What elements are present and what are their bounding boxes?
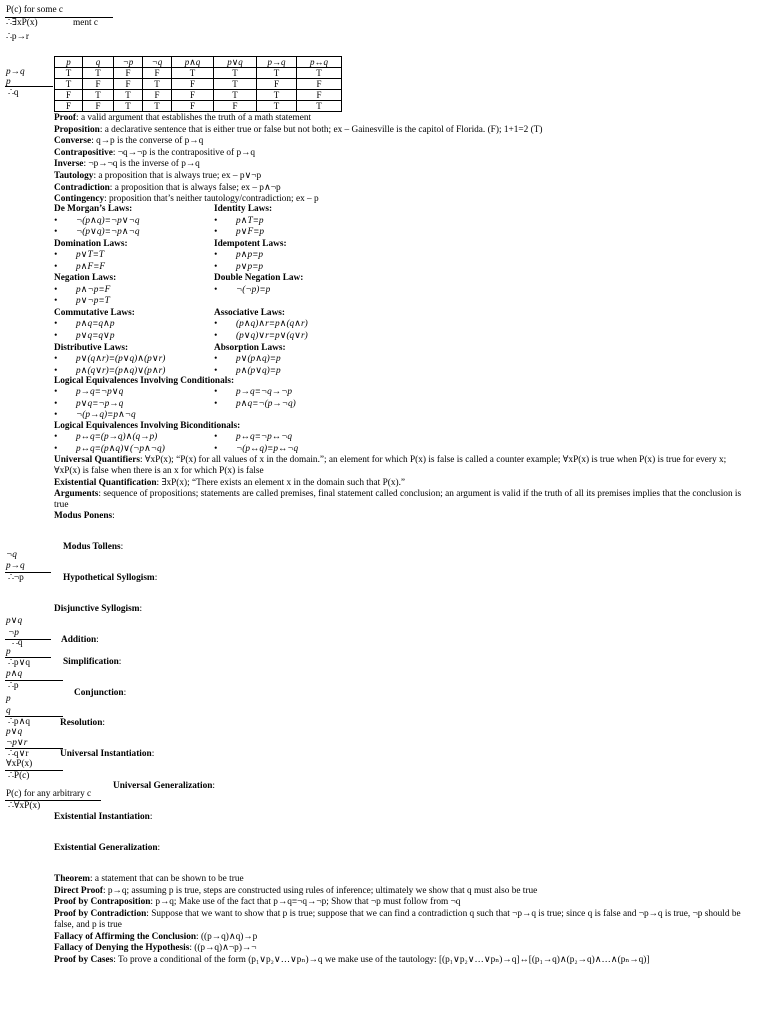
table-cell: F [83, 101, 114, 112]
ds-premise-1: p∨q [6, 616, 23, 626]
definition-proposition [54, 125, 714, 137]
list-item: • p∨q≡¬p→q [54, 398, 124, 409]
table-cell: T [172, 68, 214, 79]
proof-direct: Direct Proof: p→q; assuming p is true, steps are constructed using rules of inference; ultimately we show that q must also be true [54, 885, 538, 896]
rs-premise-1: p∨q [6, 727, 23, 737]
mp-conclusion: ∴q [8, 88, 19, 98]
rule-universal-generalization: Universal Generalization: [113, 781, 216, 791]
list-item: • p∨q≡q∨p [54, 331, 115, 342]
mp-rule [5, 86, 53, 87]
mp-premise-1: p→q [6, 67, 25, 77]
mt-conclusion: ∴¬p [8, 573, 24, 583]
truth-table [54, 56, 342, 112]
table-cell: T [143, 79, 172, 90]
law-heading: De Morgan’s Laws: [54, 204, 133, 214]
frag-line-2: ∴∃xP(x) [6, 18, 38, 28]
table-cell: T [143, 101, 172, 112]
list-item: • p∧q≡q∧p [54, 319, 115, 330]
definition-term: Converse [54, 136, 92, 147]
law-heading: Double Negation Law: [214, 273, 304, 284]
list-item: • p∧¬p≡F [54, 284, 111, 295]
table-cell: F [55, 90, 83, 101]
rule-existential-generalization: Existential Generalization: [54, 843, 161, 853]
rule-conjunction: Conjunction: [74, 688, 127, 698]
th-p: p [55, 57, 83, 68]
list-item: • p↔q≡¬p↔¬q [214, 432, 293, 442]
th-not-q: ¬q [143, 57, 172, 68]
th-and: p∧q [172, 57, 214, 68]
table-cell: T [114, 101, 143, 112]
table-cell: T [257, 90, 297, 101]
table-cell: F [214, 101, 257, 112]
th-not-p: ¬p [114, 57, 143, 68]
rule-addition: Addition: [61, 635, 99, 645]
list-item: • p∧(p∨q)≡p [214, 365, 281, 376]
mp-premise-2: p [6, 77, 11, 87]
proof-contradiction: Proof by Contradiction: Suppose that we want to show that p is true; suppose that we can find a contradiction q such that ¬p→q is true; since q is false and ¬p→q is true, ¬p should be [54, 908, 741, 919]
table-cell: T [257, 68, 297, 79]
biconditionals-heading: Logical Equivalences Involving Biconditionals: [54, 421, 241, 431]
definition-text: : a proposition that is always true; ex – p∨¬p [93, 170, 262, 181]
law-heading: Distributive Laws: [54, 342, 129, 353]
mt-premise-1: ¬q [6, 550, 17, 560]
table-row [55, 90, 342, 101]
arguments-line-2: true [54, 500, 69, 510]
table-cell: T [297, 101, 342, 112]
truth-table-header [55, 57, 342, 68]
cj-premise-2: q [6, 706, 11, 716]
table-cell: F [114, 68, 143, 79]
table-cell: F [143, 68, 172, 79]
ds-conclusion: ∴q [12, 638, 23, 648]
th-iff: p↔q [297, 57, 342, 68]
definition-term: Tautology [54, 170, 94, 181]
list-item: • p↔q≡(p∧q)∨(¬p∧¬q) [54, 443, 165, 454]
table-cell: F [257, 79, 297, 90]
rs-conclusion: ∴q∨r [8, 749, 29, 759]
definition-text: : q→p is the converse of p→q [91, 136, 204, 147]
list-item: • p∨F≡p [214, 227, 265, 238]
list-item: • p∨p≡p [214, 261, 264, 272]
table-cell: T [214, 79, 257, 90]
list-item: • ¬(p↔q)≡p↔¬q [214, 443, 299, 454]
rule-disjunctive-syllogism: Disjunctive Syllogism: [54, 604, 143, 614]
list-item: • p∧T≡p [214, 215, 264, 226]
rule-resolution: Resolution: [60, 718, 105, 728]
table-cell: F [143, 90, 172, 101]
definition-term: Inverse [54, 159, 84, 170]
table-cell: F [114, 79, 143, 90]
table-cell: F [172, 101, 214, 112]
rule-universal-instantiation: Universal Instantiation: [60, 749, 155, 759]
frag-line-1: P(c) for some c [6, 5, 64, 15]
cj-premise-1: p [6, 694, 11, 704]
list-item: • ¬(¬p)≡p [214, 284, 271, 295]
table-cell: T [214, 68, 257, 79]
list-item: • p→q≡¬p∨q [54, 387, 124, 397]
table-row [55, 101, 342, 112]
law-heading: Identity Laws: [214, 204, 273, 214]
rule-simplification: Simplification: [63, 657, 122, 667]
definition-inverse [54, 159, 714, 171]
table-cell: T [83, 90, 114, 101]
table-cell: T [214, 90, 257, 101]
table-cell: T [83, 68, 114, 79]
conditionals-right [214, 387, 374, 410]
definition-text: : proposition that’s neither tautology/contradiction; ex – p [104, 194, 319, 205]
definition-converse [54, 136, 714, 148]
list-item: • p∧F≡F [54, 261, 106, 272]
rs-premise-2: ¬p∨r [6, 738, 28, 748]
definition-term: Contradiction [54, 182, 110, 193]
th-implies: p→q [257, 57, 297, 68]
definition-tautology [54, 171, 714, 183]
list-item: • ¬(p∨q)≡¬p∧¬q [54, 227, 140, 238]
definition-term: Proposition [54, 124, 100, 135]
arguments-line: Arguments: sequence of propositions; statements are called premises, final statement called conclusion; an argument is valid if the truth of all its premises implies that the conclusion is [54, 489, 742, 499]
list-item: • p∧(q∨r)≡(p∧q)∨(p∧r) [54, 365, 166, 376]
universal-quantifier-line-2: ∀xP(x) is false when there is an x for which P(x) is false [54, 466, 264, 476]
table-cell: T [55, 68, 83, 79]
law-heading: Associative Laws: [214, 307, 286, 318]
definition-proof [54, 113, 714, 125]
si-premise: p∧q [6, 669, 23, 679]
table-cell: F [297, 90, 342, 101]
ug-conclusion: ∴∀xP(x) [8, 801, 41, 811]
list-item: • p∧p≡p [214, 250, 264, 261]
table-cell: F [297, 79, 342, 90]
ui-premise: ∀xP(x) [6, 759, 33, 769]
law-heading: Idempotent Laws: [214, 238, 287, 249]
biconditionals-right [214, 432, 374, 455]
table-row [55, 79, 342, 90]
definition-term: Contrapositive [54, 147, 113, 158]
fallacy-denying-hypothesis: Fallacy of Denying the Hypothesis: ((p→q)∧¬p)→¬ [54, 943, 257, 954]
biconditionals-left [54, 432, 214, 455]
definition-text: : ¬q→¬p is the contrapositive of p→q [112, 147, 256, 158]
rule-modus-ponens: Modus Ponens: [54, 511, 115, 521]
proof-contradiction-cont: false, and p is true [54, 920, 122, 931]
rule-existential-instantiation: Existential Instantiation: [54, 812, 153, 822]
definition-contrapositive [54, 148, 714, 160]
list-item: • p∨(p∧q)≡p [214, 354, 281, 365]
law-heading: Commutative Laws: [54, 307, 135, 318]
existential-quantification-line: Existential Quantification: ∃xP(x); “There exists an element x in the domain such that P(x).” [54, 478, 406, 488]
list-item: • p↔q≡(p→q)∧(q→p) [54, 432, 158, 442]
mt-premise-2: p→q [6, 561, 25, 571]
ad-premise: p [6, 647, 11, 657]
ds-premise-2: ¬p [8, 628, 19, 638]
proof-contraposition: Proof by Contraposition: p→q; Make use of the fact that p→q≡¬q→¬p; Show that ¬p must follow from ¬q [54, 897, 461, 908]
table-cell: T [297, 68, 342, 79]
proof-theorem: Theorem: a statement that can be shown to be true [54, 874, 244, 884]
frag-line-3: ∴p→r [6, 32, 29, 42]
table-cell: T [114, 90, 143, 101]
list-item: • (p∨q)∨r≡p∨(q∨r) [214, 331, 308, 342]
definition-text: : a declarative sentence that is either true or false but not both; ex – Gainesville is the capitol of Florida. (F); 1+1=2 (T) [99, 124, 543, 135]
laws-left-column [54, 204, 214, 377]
law-heading: Absorption Laws: [214, 342, 286, 353]
definition-text: : ¬p→¬q is the inverse of p→q [83, 159, 200, 170]
law-heading: Negation Laws: [54, 273, 117, 284]
rule-hypothetical-syllogism: Hypothetical Syllogism: [63, 573, 158, 583]
definition-text: : a proposition that is always false; ex – p∧¬p [109, 182, 281, 193]
si-conclusion: ∴p [8, 681, 19, 691]
spacer [214, 296, 394, 308]
list-item: • ¬(p→q)≡p∧¬q [54, 410, 136, 421]
table-row [55, 68, 342, 79]
rule-modus-tollens: Modus Tollens: [63, 542, 124, 552]
list-item: • p∨(q∧r)≡(p∨q)∧(p∨r) [54, 354, 166, 365]
ui-conclusion: ∴P(c) [8, 771, 30, 781]
ug-premise: P(c) for any arbitrary c [6, 789, 92, 799]
list-item: • ¬(p∧q)≡¬p∨¬q [54, 215, 140, 226]
definition-text: : a valid argument that establishes the truth of a math statement [76, 113, 312, 123]
ad-conclusion: ∴p∨q [8, 658, 31, 668]
list-item: • (p∧q)∧r≡p∧(q∧r) [214, 319, 308, 330]
universal-quantifier-line: Universal Quantifiers: ∀xP(x); “P(x) for all values of x in the domain.”; an element for which P(x) is false is called a counter example; ∀xP(x) is true when P(x) is true for every x; [54, 455, 727, 465]
list-item: • p∧q≡¬(p→¬q) [214, 398, 296, 409]
list-item: • p∨T≡T [54, 250, 105, 261]
table-cell: T [257, 101, 297, 112]
conditionals-left [54, 387, 214, 422]
list-item: • p∨¬p≡T [54, 296, 110, 307]
proof-by-cases: Proof by Cases: To prove a conditional of the form (p₁∨p₂∨…∨pₙ)→q we make use of the tautology: [(p₁∨p₂∨…∨pₙ)→q]↔[(p₁→q)∧(p₂→q)∧…∧(pₙ→q)] [54, 954, 650, 965]
th-q: q [83, 57, 114, 68]
proofs-block [54, 874, 744, 966]
table-cell: F [83, 79, 114, 90]
definition-contradiction [54, 183, 714, 195]
laws-right-column [214, 204, 394, 377]
law-heading: Domination Laws: [54, 238, 128, 249]
conditionals-heading: Logical Equivalences Involving Conditionals: [54, 376, 235, 386]
list-item: • p→q≡¬q→¬p [214, 387, 293, 397]
table-cell: F [55, 101, 83, 112]
definitions-block [54, 113, 714, 206]
frag-line-2-right: ment c [73, 18, 99, 28]
fallacy-affirming-conclusion: Fallacy of Affirming the Conclusion: ((p→q)∧q)→p [54, 931, 258, 942]
definition-term: Proof [54, 113, 77, 123]
definition-term: Contingency [54, 194, 105, 205]
table-cell: F [172, 79, 214, 90]
th-or: p∨q [214, 57, 257, 68]
table-cell: F [172, 90, 214, 101]
table-cell: T [55, 79, 83, 90]
cj-conclusion: ∴p∧q [8, 717, 31, 727]
